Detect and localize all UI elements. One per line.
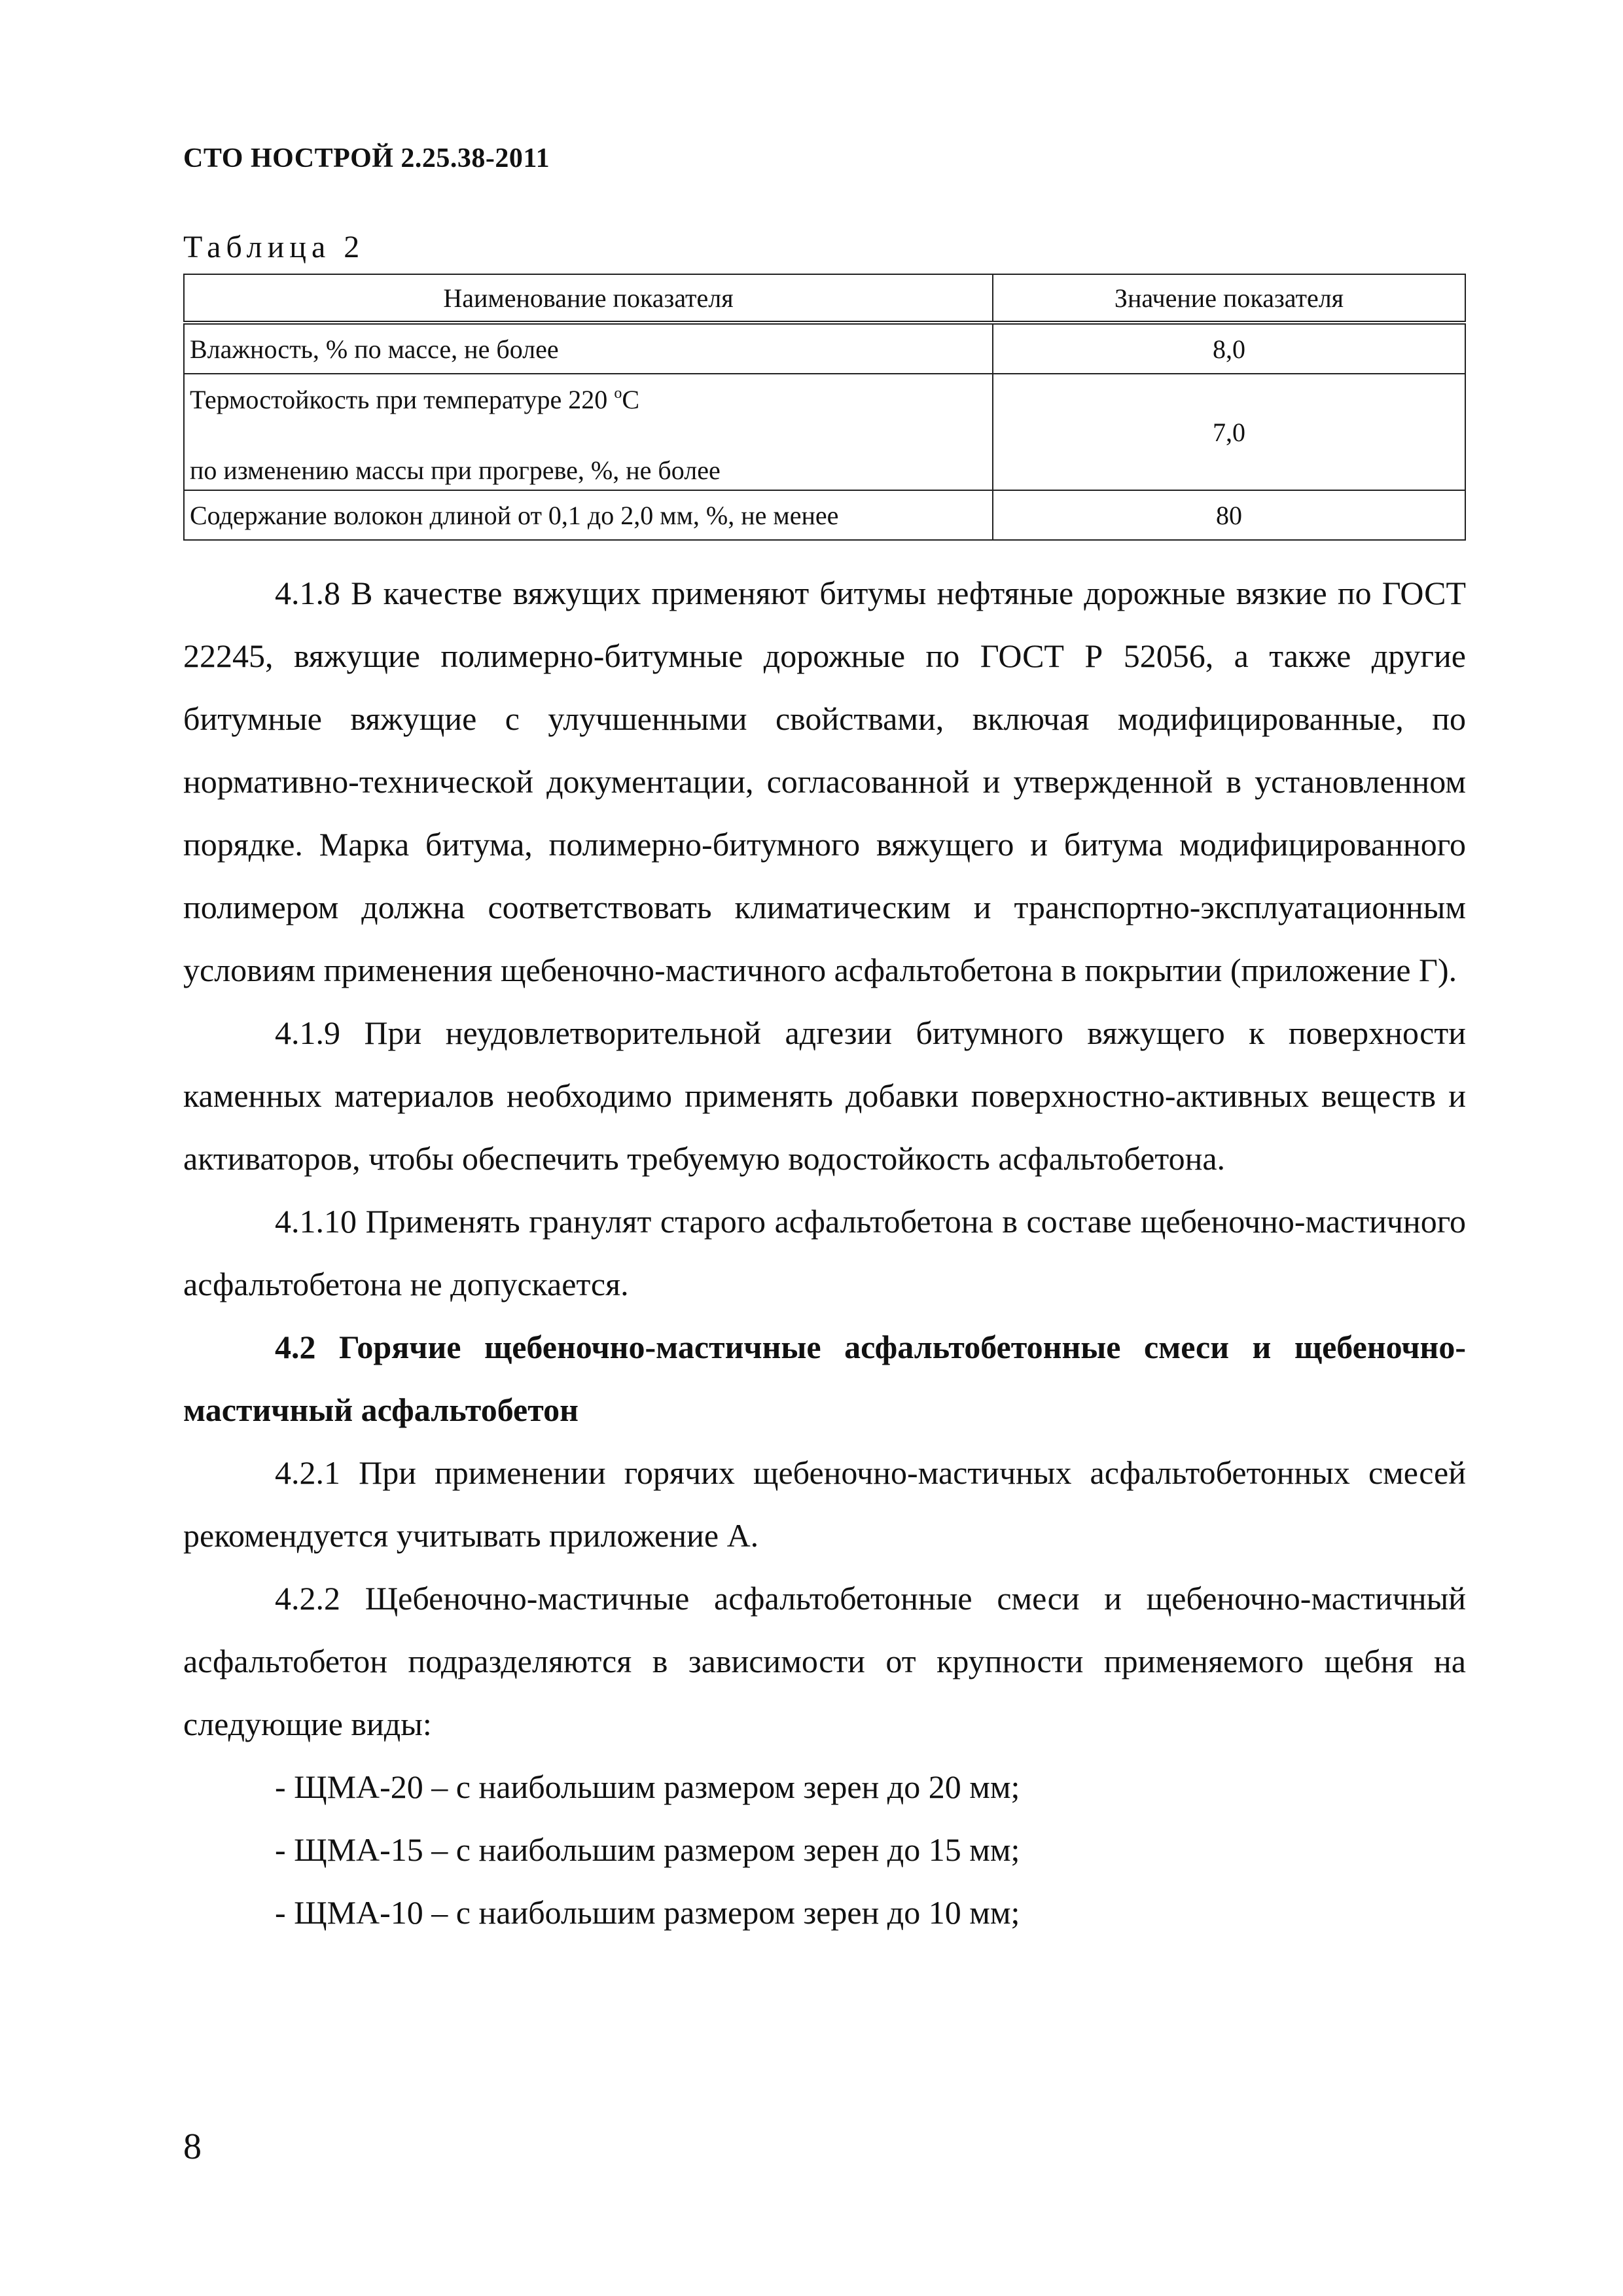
paragraph-4-2-1: 4.2.1 При применении горячих щебеночно-мастичных асфальтобетонных смесей рекомендуется учитывать приложение А.: [183, 1454, 1466, 1554]
document-body: [183, 562, 1466, 1944]
table-row: [184, 490, 1465, 540]
paragraph-4-1-10: 4.1.10 Применять гранулят старого асфальтобетона в составе щебеночно-мастичного асфальтобетона не допускается.: [183, 1203, 1466, 1302]
table-cell-value: 8,0: [993, 323, 1465, 374]
list-item: - ЩМА-15 – с наибольшим размером зерен до 15 мм;: [275, 1831, 1020, 1868]
table-cell-name: Влажность, % по массе, не более: [184, 323, 993, 374]
table-row: [184, 374, 1465, 490]
section-heading-4-2: 4.2 Горячие щебеночно-мастичные асфальтобетонные смеси и щебеночно-мастичный асфальтобетон: [183, 1329, 1466, 1428]
paragraph-4-1-8: 4.1.8 В качестве вяжущих применяют битумы нефтяные дорожные вязкие по ГОСТ 22245, вяжущие полимерно-битумные дорожные по ГОСТ Р 52056, а также другие битумные вяжущие с улучшенными свойствами, включая модифицированные, по нормативно-технической документации, согласованной и утвержденной в установленном порядке. Марка битума, полимерно-битумного вяжущего и битума модифицированного полимером должна соответствовать климатическим и транспортно-эксплуатационным условиям применения щебеночно-мастичного асфальтобетона в покрытии (приложение Г).: [183, 575, 1466, 988]
table-caption: Таблица 2: [183, 230, 365, 264]
table-cell-line: по изменению массы при прогреве, %, не более: [190, 456, 721, 485]
table-header-value: Значение показателя: [993, 274, 1465, 323]
table-cell-text: Термостойкость при температуре 220: [190, 385, 615, 414]
indicators-table: [183, 274, 1466, 541]
table-row: [184, 323, 1465, 374]
table-header-row: [184, 274, 1465, 323]
table-cell-line: [190, 374, 987, 419]
page-number: 8: [183, 2126, 202, 2167]
list-item: - ЩМА-20 – с наибольшим размером зерен до 20 мм;: [275, 1768, 1020, 1805]
table-cell-text: C: [622, 385, 639, 414]
list-item: - ЩМА-10 – с наибольшим размером зерен до 10 мм;: [275, 1894, 1020, 1931]
table-cell-name: [184, 374, 993, 490]
table-header-name: Наименование показателя: [184, 274, 993, 323]
document-code-header: СТО НОСТРОЙ 2.25.38-2011: [183, 143, 550, 173]
table-cell-value: 80: [993, 490, 1465, 540]
table-cell-value: 7,0: [993, 374, 1465, 490]
degree-sign: o: [614, 385, 622, 402]
table-cell-name: Содержание волокон длиной от 0,1 до 2,0 мм, %, не менее: [184, 490, 993, 540]
paragraph-4-1-9: 4.1.9 При неудовлетворительной адгезии битумного вяжущего к поверхности каменных материалов необходимо применять добавки поверхностно-активных веществ и активаторов, чтобы обеспечить требуемую водостойкость асфальтобетона.: [183, 1014, 1466, 1177]
paragraph-4-2-2: 4.2.2 Щебеночно-мастичные асфальтобетонные смеси и щебеночно-мастичный асфальтобетон подразделяются в зависимости от крупности применяемого щебня на следующие виды:: [183, 1580, 1466, 1742]
